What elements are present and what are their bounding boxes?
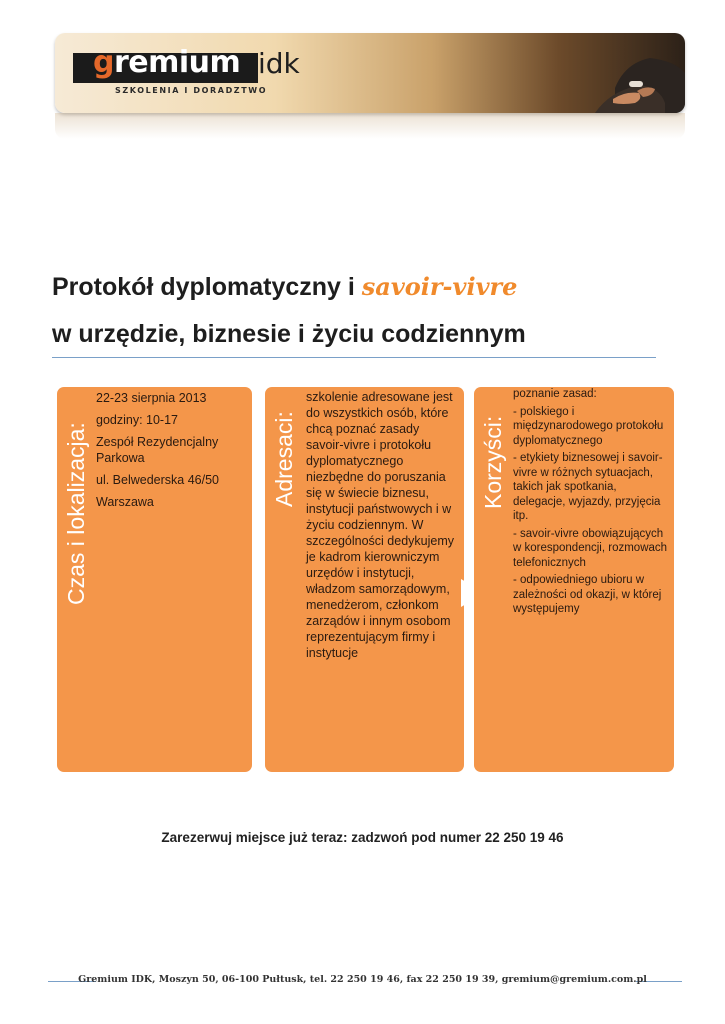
page-title-line2: w urzędzie, biznesie i życiu codziennym — [52, 320, 526, 348]
card-time-location — [57, 387, 252, 772]
title-prefix: Protokół dyplomatyczny i — [52, 273, 362, 301]
event-city: Warszawa — [96, 495, 154, 509]
card-label: Adresaci: — [271, 411, 297, 507]
call-to-action: Zarezerwuj miejsce już teraz: zadzwoń pod numer 22 250 19 46 — [161, 830, 564, 845]
header-banner — [55, 33, 685, 113]
card-body — [96, 390, 246, 516]
logo-idk: idk — [258, 47, 300, 80]
card-body: szkolenie adresowane jest do wszystkich osób, które chcą poznać zasady savoir-vivre i protokołu dyplomatycznego niezbędne do poruszania się w świecie biznesu, instytucji państwowych i w życiu codziennym. W szczególności dedykujemy je kadrom kierowniczym urzędów i instytucji, władzom samorządowym, menedżerom, członkom zarządów i innym osobom reprezentującym firmy i instytucje — [306, 390, 454, 660]
card-label: Korzyści: — [480, 415, 506, 509]
page-title-line1 — [52, 272, 517, 302]
event-venue: Zespół Rezydencjalny Parkowa — [96, 435, 219, 465]
logo-tagline: SZKOLENIA I DORADZTWO — [115, 86, 268, 95]
benefit-item: - etykiety biznesowej i savoir-vivre w różnych sytuacjach, takich jak spotkania, delegacje, wyjazdy, przyjęcia itp. — [513, 452, 663, 522]
event-street: ul. Belwederska 46/50 — [96, 473, 219, 487]
event-date: 22-23 sierpnia 2013 — [96, 391, 207, 405]
benefit-item: - polskiego i międzynarodowego protokołu dyplomatycznego — [513, 405, 664, 447]
benefit-item: - odpowiedniego ubioru w zależności od okazji, w której występujemy — [513, 574, 662, 615]
logo-g-letter: g — [93, 45, 114, 80]
benefit-item: - savoir-vivre obowiązujących w korespondencji, rozmowach telefonicznych — [513, 527, 668, 569]
card-body — [513, 387, 669, 620]
title-divider — [52, 357, 656, 358]
card-benefits — [474, 387, 674, 772]
person-photo — [555, 33, 685, 113]
card-label: Czas i lokalizacja: — [63, 422, 89, 605]
benefit-intro: poznanie zasad: — [513, 388, 597, 400]
card-audience — [265, 387, 464, 772]
logo-word: remium — [113, 45, 241, 80]
logo — [93, 45, 241, 80]
banner-reflection — [55, 113, 685, 139]
footer-contact: Gremium IDK, Moszyn 50, 06-100 Pułtusk, tel. 22 250 19 46, fax 22 250 19 39, gremium@gremium.com.pl — [78, 974, 647, 985]
event-hours: godziny: 10-17 — [96, 413, 179, 427]
title-accent: savoir-vivre — [361, 272, 518, 301]
